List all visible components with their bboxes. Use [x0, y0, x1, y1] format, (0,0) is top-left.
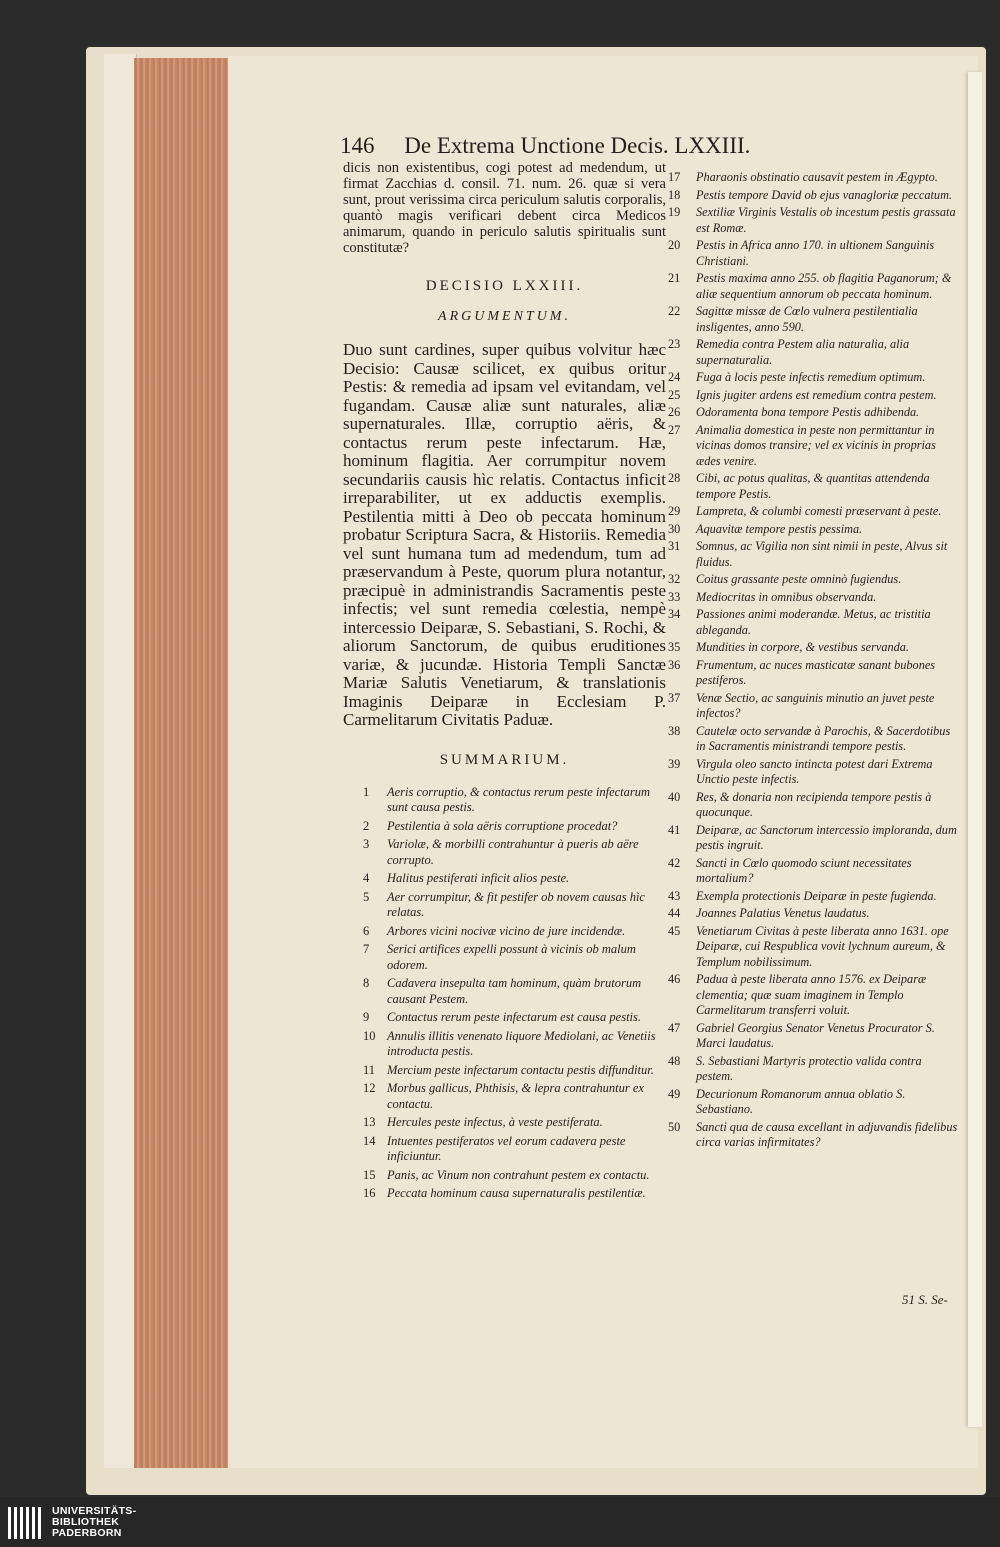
summary-item-text: Halitus pestiferati inficit alios peste.	[387, 871, 570, 885]
summary-item-number: 36	[668, 657, 681, 672]
summary-item-text: Res, & donaria non recipienda tempore pestis à quocunque.	[696, 789, 932, 819]
summary-item	[668, 590, 960, 606]
summary-item-text: Sancti qua de causa excellant in adjuvandis fidelibus circa varias infirmitates?	[696, 1119, 958, 1149]
summary-item	[668, 790, 960, 821]
summary-item	[668, 924, 960, 971]
summary-item	[668, 170, 960, 186]
summary-item-number: 46	[668, 972, 681, 986]
argumentum-block	[343, 341, 666, 730]
summary-item-text: Somnus, ac Vigilia non sint nimii in peste, Alvus sit fluidus.	[696, 539, 948, 569]
summary-item	[343, 1029, 666, 1060]
summary-item-text: Fuga à locis peste infectis remedium optimum.	[696, 370, 926, 384]
summary-item	[668, 370, 960, 386]
summary-item-text: Pestis maxima anno 255. ob flagitia Paganorum; & aliæ sequentium annorum ob peccata hominum.	[696, 271, 952, 301]
summary-item-number: 21	[668, 271, 681, 285]
summary-item	[668, 1054, 960, 1085]
summary-item-number: 2	[363, 818, 370, 833]
summary-item-number: 40	[668, 789, 681, 804]
intro-paragraph: dicis non existentibus, cogi potest ad medendum, ut firmat Zacchias d. consil. 71. num. 26. quæ si vera sunt, prout verissima circa periculum salutis corporalis, quantò magis verificari debent circa Medicos animarum, quando in periculo salutis spiritualis sunt constitutæ?	[343, 160, 666, 256]
red-edged-page-block	[134, 58, 230, 1468]
summary-item	[668, 889, 960, 905]
summary-item	[343, 1081, 666, 1112]
summary-item-number: 4	[363, 871, 370, 885]
summary-item-number: 25	[668, 387, 681, 402]
summary-item-text: Aer corrumpitur, & fit pestifer ob novem causas hìc relatas.	[387, 889, 645, 919]
summary-item-text: Cadavera insepulta tam hominum, quàm brutorum causant Pestem.	[387, 976, 642, 1006]
summary-item-text: Joannes Palatius Venetus laudatus.	[696, 906, 870, 920]
summary-item-text: Hercules peste infectus, à veste pestiferata.	[387, 1115, 603, 1129]
library-line-1: UNIVERSITÄTS-	[52, 1505, 137, 1517]
summary-item-text: Decurionum Romanorum annua oblatio S. Sebastiano.	[696, 1086, 906, 1116]
summary-item-text: Aeris corruptio, & contactus rerum peste infectarum sunt causa pestis.	[387, 784, 651, 814]
summary-item-number: 9	[363, 1010, 370, 1024]
summary-item-text: Ignis jugiter ardens est remedium contra pestem.	[696, 387, 937, 402]
summary-item-number: 10	[363, 1028, 376, 1043]
summary-item-text: Peccata hominum causa supernaturalis pestilentiæ.	[387, 1186, 646, 1200]
summary-item	[343, 785, 666, 816]
summary-item-number: 44	[668, 906, 681, 920]
summary-item-number: 39	[668, 756, 681, 771]
summary-item	[343, 1115, 666, 1131]
summary-item-number: 7	[363, 942, 370, 956]
summary-item-number: 35	[668, 640, 681, 654]
summary-item-text: Venæ Sectio, ac sanguinis minutio an juvet peste infectos?	[696, 690, 935, 720]
summary-item-number: 47	[668, 1020, 681, 1035]
summary-item-text: Morbus gallicus, Phthisis, & lepra contrahuntur ex contactu.	[387, 1081, 644, 1111]
summary-item	[668, 188, 960, 204]
summary-item-text: Frumentum, ac nuces masticatæ sanant bubones pestiferos.	[696, 657, 936, 687]
summary-item	[668, 539, 960, 570]
summary-item	[668, 691, 960, 722]
summary-item-text: Venetiarum Civitas à peste liberata anno 1631. ope Deiparæ, cui Respublica vovit lychnum aureum, & Templum nobilissimum.	[696, 923, 949, 969]
summary-item-text: Mercium peste infectarum contactu pestis diffunditur.	[387, 1062, 654, 1077]
summary-item-text: Pestis tempore David ob ejus vanagloriæ peccatum.	[696, 187, 953, 202]
summary-item-number: 29	[668, 504, 681, 518]
summary-item-text: Cibi, ac potus qualitas, & quantitas attendenda tempore Pestis.	[696, 471, 930, 501]
summary-item	[343, 1010, 666, 1026]
summary-item	[668, 1021, 960, 1052]
summary-item-text: Cautelæ octo servandæ à Parochis, & Sacerdotibus in Sacramentis ministrandi tempore pestis.	[696, 723, 951, 753]
summary-item-text: Odoramenta bona tempore Pestis adhibenda.	[696, 405, 920, 419]
summary-item	[668, 823, 960, 854]
summary-item-number: 37	[668, 690, 681, 705]
summary-item-number: 19	[668, 205, 681, 219]
argumentum-heading: ARGUMENTUM.	[438, 309, 571, 324]
summary-item-text: Pestilentia à sola aëris corruptione procedat?	[387, 818, 618, 833]
summary-item-text: Passiones animi moderandæ. Metus, ac tristitia ableganda.	[696, 607, 931, 637]
summary-item	[668, 856, 960, 887]
left-column	[343, 160, 666, 1205]
summary-item-number: 18	[668, 187, 681, 202]
summary-item	[343, 890, 666, 921]
summary-item	[668, 304, 960, 335]
summary-item	[343, 1063, 666, 1079]
summary-item	[668, 757, 960, 788]
summary-item-text: Exempla protectionis Deiparæ in peste fugienda.	[696, 888, 937, 903]
summary-item	[668, 607, 960, 638]
summary-item-text: Panis, ac Vinum non contrahunt pestem ex contactu.	[387, 1167, 650, 1182]
summary-item-number: 33	[668, 589, 681, 604]
decisio-heading: DECISIO LXXIII.	[425, 278, 584, 294]
summary-item-number: 11	[363, 1062, 376, 1077]
summary-item-text: Padua à peste liberata anno 1576. ex Deiparæ clementia; quæ suam imaginem in Templo Carmelitarum transferri voluit.	[696, 972, 927, 1017]
library-name	[52, 1506, 136, 1539]
summary-item	[343, 1186, 666, 1202]
summary-item-text: Sextiliæ Virginis Vestalis ob incestum pestis grassata est Romæ.	[696, 205, 956, 235]
summary-item	[668, 405, 960, 421]
summary-item-number: 24	[668, 370, 681, 384]
summary-item	[343, 837, 666, 868]
summary-item	[668, 337, 960, 368]
summary-item-number: 16	[363, 1186, 376, 1200]
summary-item-text: Lampreta, & columbi comesti præservant à peste.	[696, 504, 942, 518]
page-stack-edge	[104, 54, 137, 1468]
library-line-3: PADERBORN	[52, 1527, 122, 1539]
catchword: 51 S. Se-	[902, 1292, 948, 1307]
summary-list-left	[343, 785, 666, 1202]
summarium-heading: SUMMARIUM.	[439, 751, 570, 768]
summary-list-right	[668, 170, 960, 1151]
summary-item-text: Pharaonis obstinatio causavit pestem in Ægypto.	[696, 170, 938, 184]
summary-item-text: Deiparæ, ac Sanctorum intercessio imploranda, dum pestis ingruit.	[696, 822, 957, 852]
summary-item-number: 30	[668, 521, 681, 536]
summary-item-text: Pestis in Africa anno 170. in ultionem Sanguinis Christiani.	[696, 238, 935, 268]
summary-item	[668, 906, 960, 922]
summary-item-number: 6	[363, 923, 370, 938]
summary-item	[343, 819, 666, 835]
summary-item	[668, 572, 960, 588]
summary-item-number: 42	[668, 855, 681, 870]
summary-item	[343, 871, 666, 887]
summary-item	[668, 522, 960, 538]
page-number: 146	[340, 133, 375, 158]
running-header	[340, 133, 750, 159]
summary-item	[343, 1134, 666, 1165]
summary-item	[668, 423, 960, 470]
summary-item-number: 28	[668, 471, 681, 485]
summary-item-text: Mediocritas in omnibus observanda.	[696, 589, 877, 604]
summary-item-number: 32	[668, 572, 681, 586]
summary-item-number: 15	[363, 1167, 376, 1182]
summary-item	[668, 471, 960, 502]
summary-item-number: 5	[363, 889, 370, 904]
summary-item	[343, 942, 666, 973]
summary-item-number: 1	[363, 784, 370, 799]
summary-item-text: Aquavitæ tempore pestis pessima.	[696, 521, 863, 536]
summary-item-text: Virgula oleo sancto intincta potest dari Extrema Unctio peste infectis.	[696, 756, 933, 786]
summary-item	[668, 205, 960, 236]
summary-item	[668, 640, 960, 656]
summary-item-number: 8	[363, 976, 370, 990]
summary-item-number: 26	[668, 405, 681, 419]
argumentum-text: Duo sunt cardines, super quibus volvitur hæc Decisio: Causæ scilicet, ex quibus oritur Pestis: & remedia ad ipsam vel evitandam, vel fugandam. Causæ aliæ sunt naturales, aliæ supernaturales. Illæ, corruptio aëris, & contactus rerum peste infectarum. Hæ, hominum flagitia. Aer corrumpitur novem secundariis causis hìc relatis. Contactus inficit irreparabiliter, ut ex adductis exemplis. Pestilentia mitti à Deo ob peccata hominum probatur Scriptura Sacra, & Historiis. Remedia vel sunt humana tum ad medendum, tum ad præservandum à Peste, quorum plura notantur, præcipuè in administrandis Sacramentis peste infectis; vel sunt remedia cœlestia, nempè intercessio Deiparæ, S. Sebastiani, S. Rochi, & aliorum Sanctorum, de quibus eruditiones variæ, & jucundæ. Historia Templi Sanctæ Mariæ Salutis Venetiarum, & translationis Imaginis Deiparæ in Ecclesiam P. Carmelitarum Civitatis Paduæ.	[343, 340, 666, 729]
summary-item	[668, 658, 960, 689]
summary-item-text: Coitus grassante peste omninò fugiendus.	[696, 572, 902, 586]
summary-item-text: Mundities in corpore, & vestibus servanda.	[696, 640, 910, 654]
running-title: De Extrema Unctione Decis. LXXIII.	[404, 133, 751, 158]
summary-item	[343, 924, 666, 940]
summary-item-text: Gabriel Georgius Senator Venetus Procurator S. Marci laudatus.	[696, 1020, 935, 1050]
summary-item-text: Serici artifices expelli possunt à vicinis ob malum odorem.	[387, 942, 636, 972]
summary-item	[343, 1168, 666, 1184]
summary-item-number: 13	[363, 1115, 376, 1129]
summary-item-text: Annulis illitis venenato liquore Mediolani, ac Venetiis introducta pestis.	[387, 1028, 656, 1058]
summary-item-number: 22	[668, 304, 681, 318]
summary-item-number: 20	[668, 238, 681, 252]
summary-item-number: 27	[668, 422, 681, 437]
summary-item	[668, 1087, 960, 1118]
summary-item-number: 41	[668, 822, 681, 837]
summary-item-text: S. Sebastiani Martyris protectio valida contra pestem.	[696, 1053, 922, 1083]
summary-item-number: 49	[668, 1086, 681, 1101]
summary-item-number: 34	[668, 607, 681, 621]
summary-item-text: Intuentes pestiferatos vel eorum cadavera peste inficiuntur.	[387, 1133, 626, 1163]
summary-item-number: 50	[668, 1119, 681, 1134]
summary-item-number: 48	[668, 1053, 681, 1068]
summary-item	[668, 238, 960, 269]
library-footer	[0, 1497, 1000, 1547]
summary-item	[668, 271, 960, 302]
summary-item	[668, 504, 960, 520]
summary-item-number: 31	[668, 539, 681, 553]
summary-item-number: 38	[668, 723, 681, 738]
right-column	[668, 170, 960, 1153]
summary-item-number: 43	[668, 888, 681, 903]
summary-item	[668, 724, 960, 755]
summary-item-text: Sancti in Cœlo quomodo sciunt necessitates mortalium?	[696, 855, 912, 885]
summary-item-text: Variolæ, & morbilli contrahuntur à pueris ab aëre corrupto.	[387, 837, 639, 867]
library-logo-icon	[8, 1507, 48, 1539]
summary-item-text: Arbores vicini nocivæ vicino de jure incidendæ.	[387, 923, 626, 938]
summary-item-number: 23	[668, 337, 681, 351]
summary-item-number: 12	[363, 1081, 376, 1095]
library-line-2: BIBLIOTHEK	[52, 1516, 120, 1528]
summary-item-text: Remedia contra Pestem alia naturalia, alia supernaturalia.	[696, 337, 910, 367]
summary-item	[668, 1120, 960, 1151]
summary-item-number: 17	[668, 170, 681, 184]
summary-item-number: 45	[668, 923, 681, 938]
summary-item	[668, 388, 960, 404]
summary-item-text: Animalia domestica in peste non permittantur in vicinas domos transire; vel ex vicinis in proprias ædes venire.	[696, 422, 936, 468]
summary-item	[343, 976, 666, 1007]
summary-item	[668, 972, 960, 1019]
summary-item-number: 3	[363, 837, 370, 851]
summary-item-text: Contactus rerum peste infectarum est causa pestis.	[387, 1010, 642, 1024]
facing-page-edge	[968, 72, 982, 1427]
summary-item-number: 14	[363, 1133, 376, 1148]
summary-item-text: Sagittæ missæ de Cœlo vulnera pestilentialia insligentes, anno 590.	[696, 304, 918, 334]
